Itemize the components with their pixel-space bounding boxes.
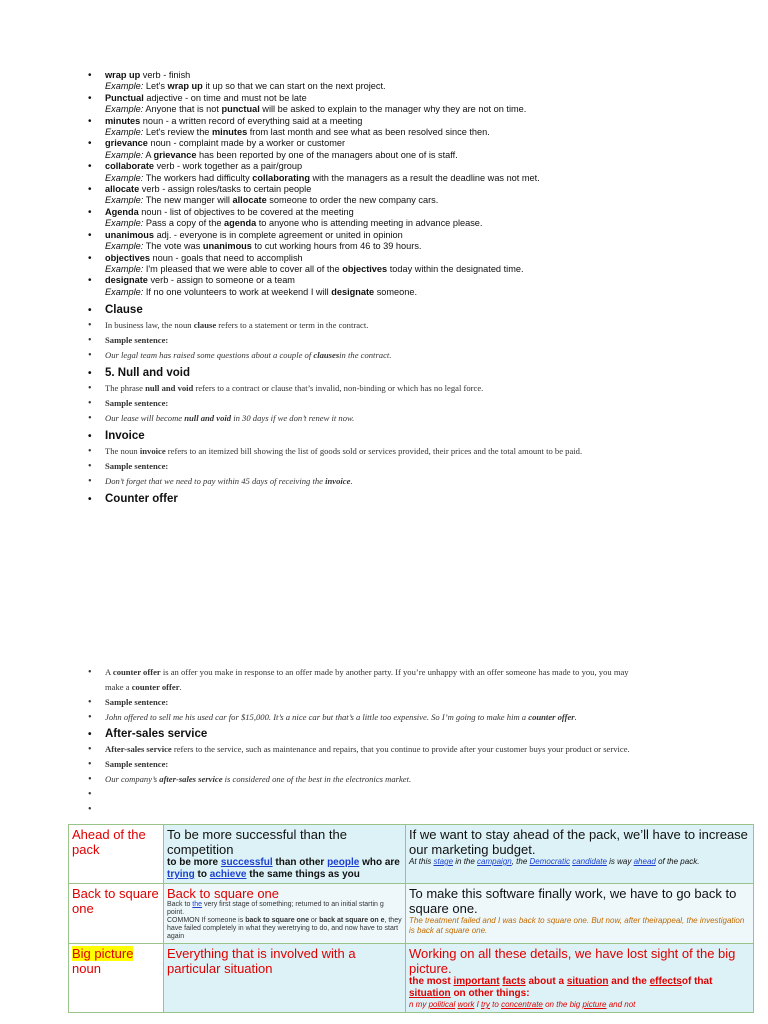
definition: the most important facts about a situation and the effectsof that situation on other things: <box>409 976 713 999</box>
meaning-cell: Back to square one Back to the very first stage of something; returned to an initial startin g point. COMMON If someone is back to square one or back at square on e, they have failed completely in what they weretrying to do, and now have to start again <box>164 884 406 944</box>
vocab-definition: noun - goals that need to accomplish <box>149 252 303 263</box>
vocab-item <box>105 230 745 253</box>
link[interactable]: political <box>428 1000 456 1009</box>
vocab-word: Agenda <box>105 206 139 217</box>
vocab-word: allocate <box>105 184 140 195</box>
definition-common: COMMON If someone is back to square one or back at square on e, they have failed completely in what they weretrying to do, and now have to start again <box>167 917 402 940</box>
meaning-cell: Everything that is involved with a particular situation <box>164 944 406 1013</box>
after-sales-sample: • Our company’s after-sales service is considered one of the best in the electronics market. <box>105 772 735 787</box>
invoice-sample-label: • Sample sentence: <box>105 459 735 474</box>
counter-offer-heading-section <box>105 492 735 507</box>
link[interactable]: campaign <box>477 857 512 866</box>
vocab-word: designate <box>105 275 148 286</box>
vocab-example: Example: Pass a copy of the agenda to anyone who is attending meeting in advance please. <box>105 218 483 229</box>
null-void-definition: • The phrase null and void refers to a contract or clause that’s invalid, non-binding or which has no legal force. <box>105 381 735 396</box>
vocab-example: Example: I'm pleased that we were able to cover all of the objectives today within the designated time. <box>105 263 524 274</box>
empty-bullet <box>105 787 735 802</box>
null-void-heading: • 5. Null and void <box>105 366 735 381</box>
invoice-heading: • Invoice <box>105 429 735 444</box>
link[interactable]: the <box>192 901 203 908</box>
counter-offer-heading: • Counter offer <box>105 492 735 507</box>
vocab-definition: noun - complaint made by a worker or customer <box>147 138 346 149</box>
idioms-table <box>68 824 754 1013</box>
counter-offer-sample: • John offered to sell me his used car for $15,000. It’s a nice car but that’s a little too expensive. So I’m going to make him a counter offer. <box>105 710 735 725</box>
vocab-item <box>105 207 745 230</box>
link[interactable]: important <box>453 976 500 987</box>
link[interactable]: candidate <box>572 857 607 866</box>
vocab-example: Example: The new manger will allocate someone to order the new company cars. <box>105 195 439 206</box>
vocab-item <box>105 93 745 116</box>
vocab-word: unanimous <box>105 229 155 240</box>
counter-offer-sample-label: • Sample sentence: <box>105 695 735 710</box>
vocab-example: Example: Let's review the minutes from last month and see what as been resolved since then. <box>105 127 490 138</box>
counter-offer-section <box>105 665 735 725</box>
link[interactable]: people <box>327 857 360 868</box>
after-sales-definition: • After-sales service refers to the service, such as maintenance and repairs, that you continue to provide after your customer buys your product or service. <box>105 742 735 757</box>
vocab-example: Example: If no one volunteers to work at weekend I will designate someone. <box>105 286 418 297</box>
empty-bullet <box>105 802 735 817</box>
vocab-example: Example: A grievance has been reported by one of the managers about one of is staff. <box>105 149 458 160</box>
link[interactable]: situation <box>409 988 451 999</box>
link[interactable]: successful <box>220 857 273 868</box>
link[interactable]: work <box>457 1000 475 1009</box>
vocab-word: collaborate <box>105 161 155 172</box>
idiom-cell: Big picture noun <box>69 944 164 1013</box>
null-void-sample-label: • Sample sentence: <box>105 396 735 411</box>
vocab-definition: verb - finish <box>140 70 191 80</box>
link[interactable]: facts <box>502 976 526 987</box>
clause-heading: • Clause <box>105 303 735 318</box>
invoice-definition: • The noun invoice refers to an itemized bill showing the list of goods sold or services provided, their prices and the total amount to be paid. <box>105 444 735 459</box>
vocab-item <box>105 253 745 276</box>
link[interactable]: effects <box>649 976 682 987</box>
vocab-list <box>105 70 745 298</box>
idiom-cell: Ahead of the pack <box>69 825 164 884</box>
after-sales-sample-label: • Sample sentence: <box>105 757 735 772</box>
example-cell: To make this software finally work, we have to go back to square one. The treatment failed and I was back to square one. But now, after theirappeal, the investigation is back at square one. <box>406 884 754 944</box>
clause-sample: • Our legal team has raised some questions about a couple of clausesin the contract. <box>105 348 735 363</box>
idiom-cell: Back to square one <box>69 884 164 944</box>
vocab-word: Punctual <box>105 92 144 103</box>
link[interactable]: ahead <box>633 857 656 866</box>
vocab-item <box>105 70 745 93</box>
vocab-definition: noun - list of objectives to be covered at the meeting <box>138 206 354 217</box>
vocab-item <box>105 116 745 139</box>
table-row <box>69 884 754 944</box>
vocab-definition: verb - assign to someone or a team <box>147 275 295 286</box>
table-row <box>69 944 754 1013</box>
example-secondary: n my political work I try to concentrate on the big picture and not <box>409 1000 636 1009</box>
example-cell: If we want to stay ahead of the pack, we’ll have to increase our marketing budget. At this stage in the campaign, the Democratic candidate is way ahead of the pack. <box>406 825 754 884</box>
example-secondary: At this stage in the campaign, the Democratic candidate is way ahead of the pack. <box>409 857 700 866</box>
idioms-table-wrap <box>68 824 754 1013</box>
vocab-item <box>105 138 745 161</box>
link[interactable]: picture <box>582 1000 607 1009</box>
link[interactable]: trying <box>167 869 195 880</box>
link[interactable]: achieve <box>209 869 247 880</box>
vocab-item <box>105 161 745 184</box>
vocab-item <box>105 184 745 207</box>
vocab-word: objectives <box>105 252 150 263</box>
vocab-example: Example: Let's wrap up it up so that we can start on the next project. <box>105 81 386 92</box>
link[interactable]: concentrate <box>501 1000 543 1009</box>
table-row <box>69 825 754 884</box>
invoice-sample: • Don’t forget that we need to pay within 45 days of receiving the invoice. <box>105 474 735 489</box>
example-secondary: The treatment failed and I was back to square one. But now, after theirappeal, the investigation is back at square one. <box>409 916 745 935</box>
vocab-word: grievance <box>105 138 148 149</box>
definition: to be more successful than other people who are trying to achieve the same things as you <box>167 857 400 880</box>
after-sales-heading: • After-sales service <box>105 727 735 742</box>
vocab-definition: adj. - everyone is in complete agreement or united in opinion <box>154 229 403 240</box>
after-sales-section <box>105 727 735 817</box>
vocab-definition: adjective - on time and must not be late <box>143 92 307 103</box>
vocab-example: Example: Anyone that is not punctual will be asked to explain to the manager why they are not on time. <box>105 104 527 115</box>
link[interactable]: stage <box>433 857 454 866</box>
vocab-example: Example: The workers had difficulty collaborating with the managers as a result the deadline was not met. <box>105 172 540 183</box>
link[interactable]: situation <box>566 976 609 987</box>
meaning-cell: To be more successful than the competition to be more successful than other people who are trying to achieve the same things as you <box>164 825 406 884</box>
vocab-word: minutes <box>105 115 141 126</box>
clause-definition: • In business law, the noun clause refers to a statement or term in the contract. <box>105 318 735 333</box>
link[interactable]: try <box>481 1000 490 1009</box>
definition: Back to the very first stage of something; returned to an initial startin g point. <box>167 901 384 916</box>
vocab-item <box>105 275 745 298</box>
counter-offer-definition: • A counter offer is an offer you make in response to an offer made by another party. If you’re unhappy with an offer someone has made to you, you may make a counter offer. <box>105 665 735 695</box>
vocab-example: Example: The vote was unanimous to cut working hours from 46 to 39 hours. <box>105 241 422 252</box>
example-cell: Working on all these details, we have lost sight of the big picture. the most important facts about a situation and the effectsof that situation on other things: n my political work I try to concentrate on the big picture and not <box>406 944 754 1013</box>
null-void-sample: • Our lease will become null and void in 30 days if we don’t renew it now. <box>105 411 735 426</box>
null-void-section <box>105 366 735 426</box>
link[interactable]: Democratic <box>529 857 570 866</box>
clause-sample-label: • Sample sentence: <box>105 333 735 348</box>
clause-section <box>105 303 735 363</box>
vocab-definition: verb - work together as a pair/group <box>154 161 303 172</box>
vocab-definition: noun - a written record of everything said at a meeting <box>140 115 363 126</box>
invoice-section <box>105 429 735 489</box>
vocab-word: wrap up <box>105 70 141 80</box>
vocab-definition: verb - assign roles/tasks to certain people <box>139 184 312 195</box>
